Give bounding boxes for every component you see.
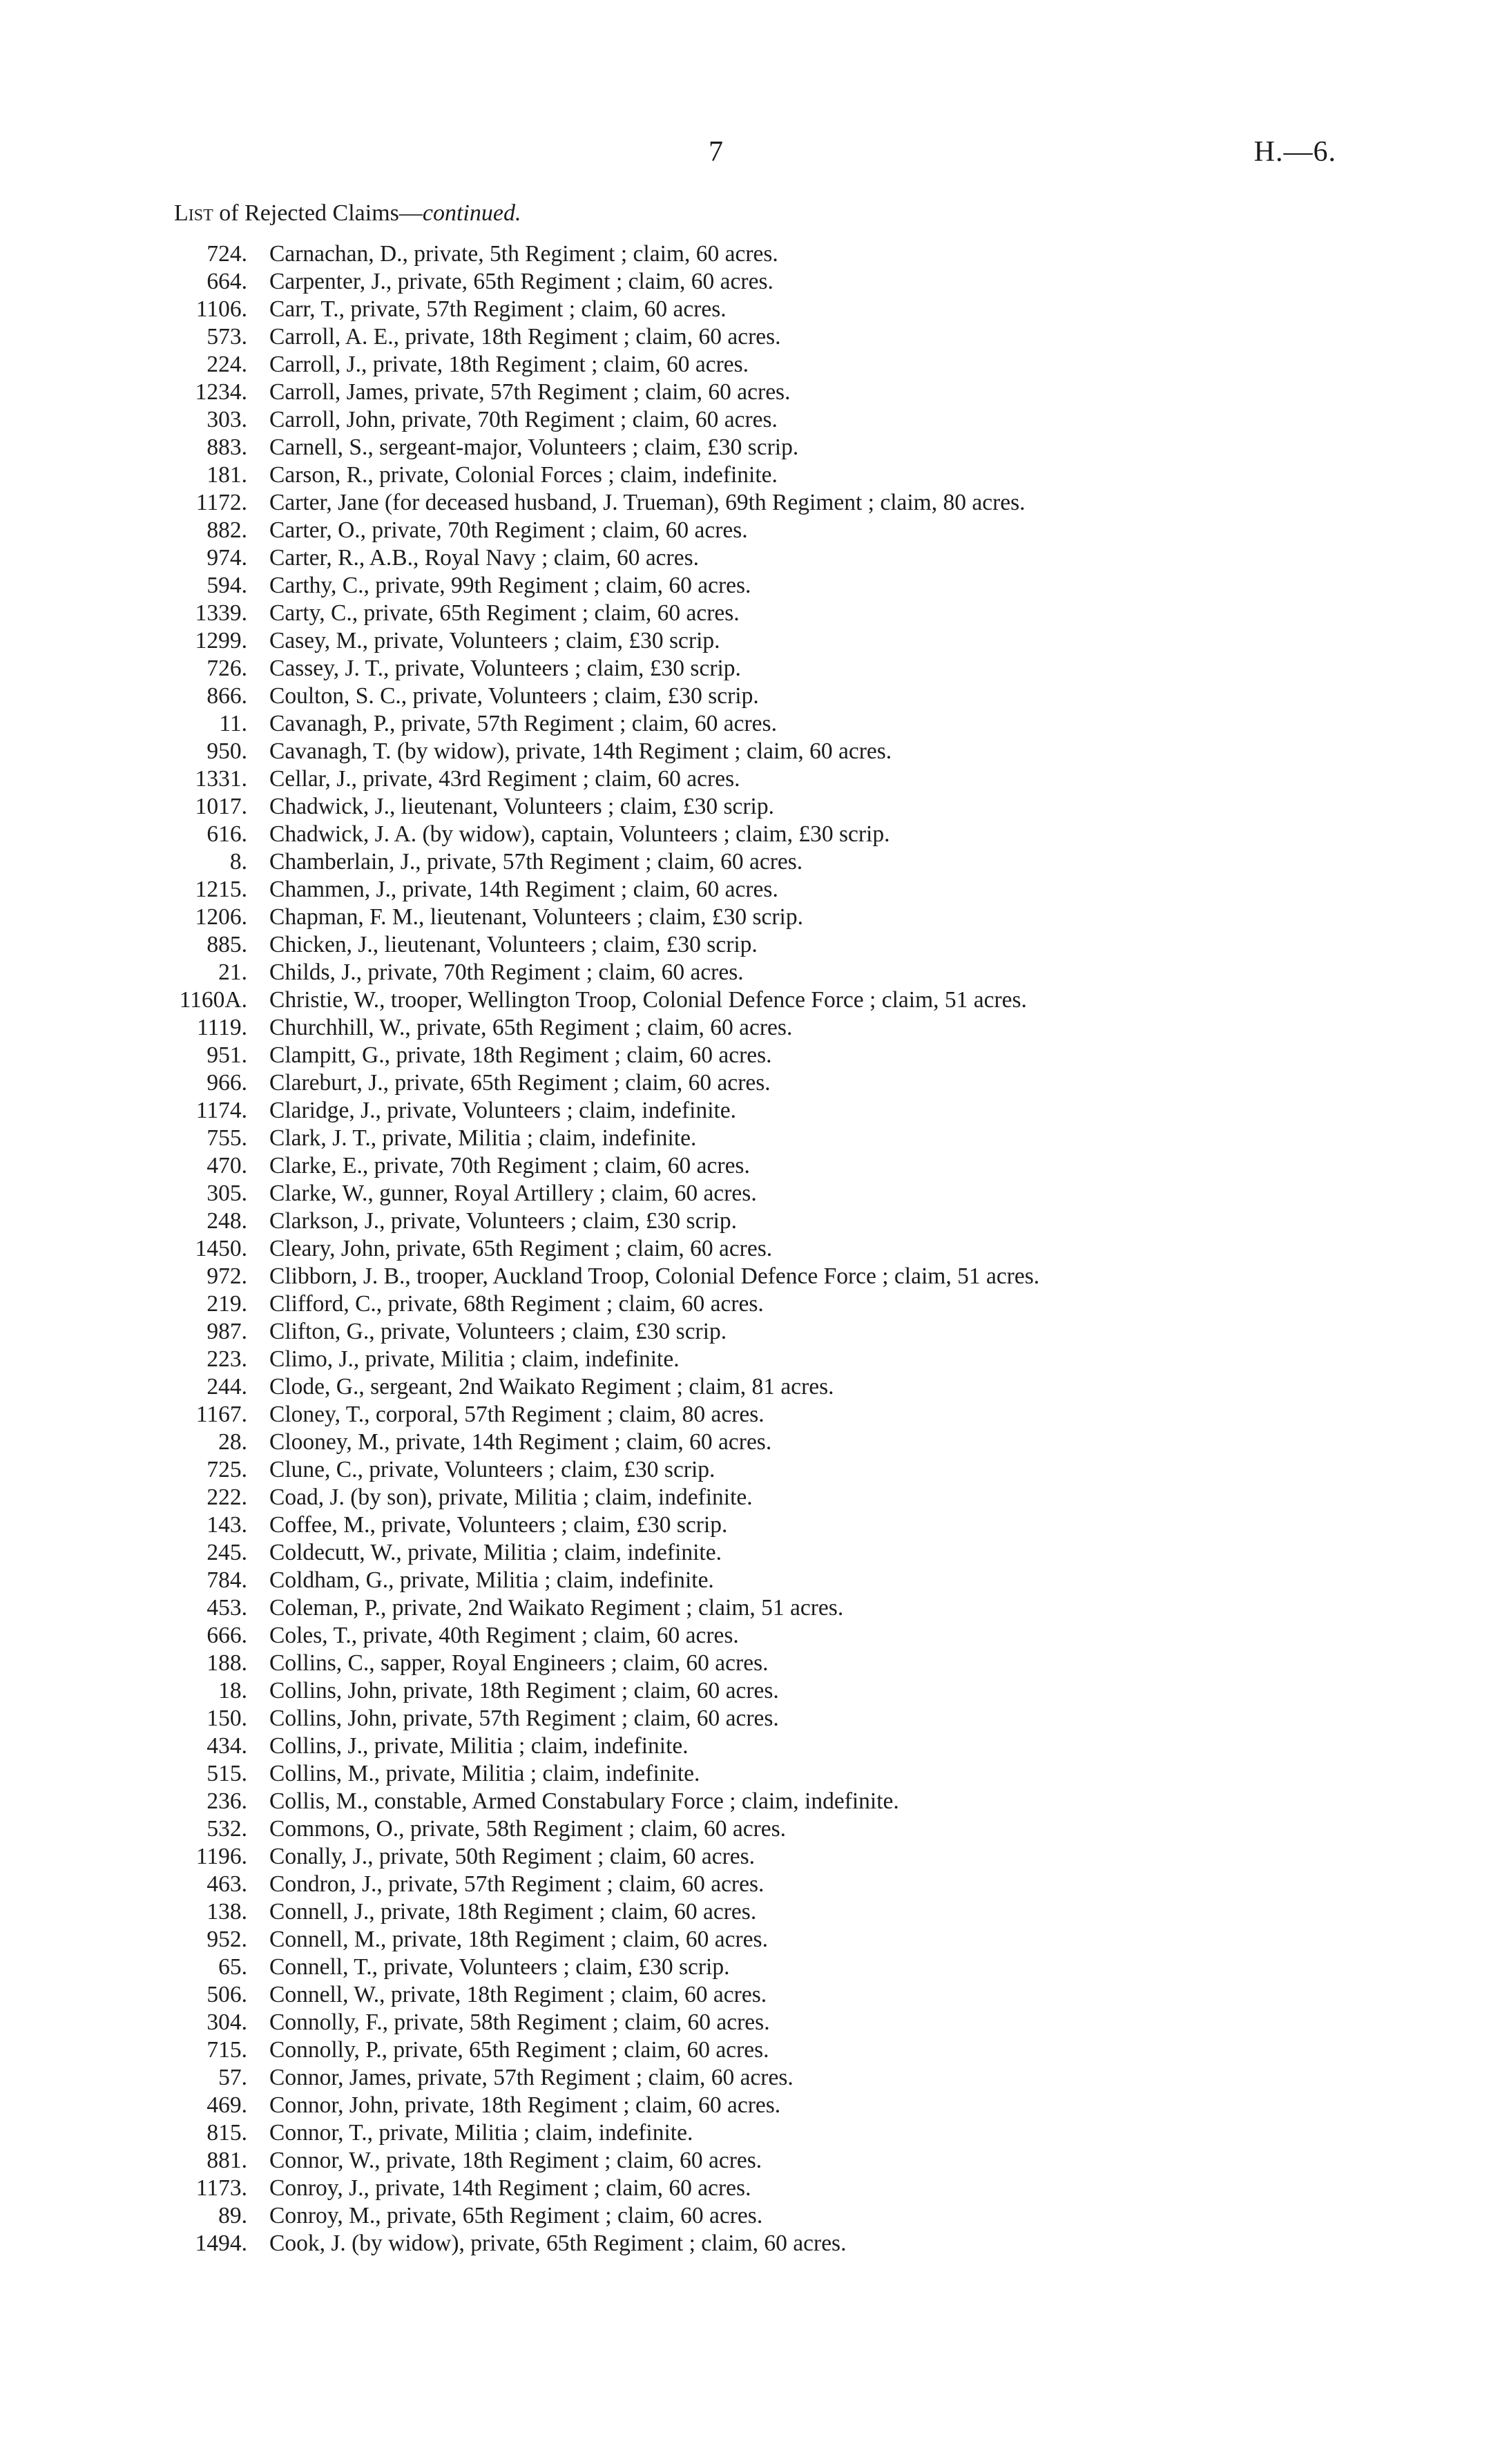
claim-text: Clifford, C., private, 68th Regiment ; claim, 60 acres. (269, 1291, 764, 1317)
claim-text: Coldham, G., private, Militia ; claim, indefinite. (269, 1567, 714, 1593)
list-item (159, 2064, 1333, 2092)
list-item (159, 2147, 1333, 2175)
list-item (159, 1926, 1333, 1954)
claim-text: Clode, G., sergeant, 2nd Waikato Regiment ; claim, 81 acres. (269, 1374, 834, 1400)
claim-text: Carson, R., private, Colonial Forces ; claim, indefinite. (269, 462, 778, 488)
claim-number: 1160A. (179, 987, 247, 1013)
claim-text: Connell, W., private, 18th Regiment ; claim, 60 acres. (269, 1982, 767, 2007)
claim-number: 951. (206, 1042, 247, 1068)
claim-text: Collis, M., constable, Armed Constabulary Force ; claim, indefinite. (269, 1788, 899, 1814)
list-item (159, 1401, 1333, 1429)
claim-number: 952. (206, 1927, 247, 1952)
page-number: 7 (709, 136, 723, 168)
list-item (159, 1732, 1333, 1760)
claim-number: 188. (206, 1650, 247, 1676)
claim-text: Coldecutt, W., private, Militia ; claim, indefinite. (269, 1540, 722, 1565)
claim-text: Coles, T., private, 40th Regiment ; claim, 60 acres. (269, 1623, 739, 1648)
list-item (159, 1014, 1333, 1042)
claim-number: 248. (206, 1208, 247, 1234)
list-item (159, 1539, 1333, 1567)
list-item (159, 1069, 1333, 1097)
list-item (159, 1346, 1333, 1373)
claim-text: Clooney, M., private, 14th Regiment ; claim, 60 acres. (269, 1429, 772, 1455)
list-item (159, 1622, 1333, 1650)
claim-text: Carnachan, D., private, 5th Regiment ; claim, 60 acres. (269, 241, 778, 267)
list-item (159, 655, 1333, 682)
heading-prefix: List (174, 200, 213, 226)
claim-number: 715. (206, 2037, 247, 2063)
document-reference: H.—6. (1253, 136, 1336, 168)
claim-number: 470. (206, 1153, 247, 1178)
claim-text: Churchhill, W., private, 65th Regiment ; claim, 60 acres. (269, 1015, 793, 1040)
claim-number: 1299. (195, 628, 247, 653)
list-item (159, 1954, 1333, 1981)
claim-text: Casey, M., private, Volunteers ; claim, £30 scrip. (269, 628, 720, 653)
list-item (159, 1898, 1333, 1926)
claim-text: Clibborn, J. B., trooper, Auckland Troop, Colonial Defence Force ; claim, 51 acres. (269, 1263, 1040, 1289)
claim-number: 1450. (195, 1236, 247, 1261)
list-item (159, 406, 1333, 434)
claim-number: 1331. (195, 766, 247, 792)
list-item (159, 1815, 1333, 1843)
list-item (159, 904, 1333, 931)
list-item (159, 1705, 1333, 1732)
list-item (159, 1567, 1333, 1594)
heading-middle: of Rejected Claims— (213, 200, 423, 226)
claim-text: Clarke, E., private, 70th Regiment ; claim, 60 acres. (269, 1153, 750, 1178)
claim-number: 532. (206, 1816, 247, 1842)
list-item (159, 627, 1333, 655)
claim-text: Carr, T., private, 57th Regiment ; claim, 60 acres. (269, 296, 727, 322)
list-item (159, 2230, 1333, 2257)
list-item (159, 1180, 1333, 1207)
claim-number: 222. (206, 1484, 247, 1510)
claim-text: Clifton, G., private, Volunteers ; claim, £30 scrip. (269, 1319, 727, 1344)
claim-text: Cleary, John, private, 65th Regiment ; claim, 60 acres. (269, 1236, 773, 1261)
list-item (159, 1429, 1333, 1456)
claim-number: 181. (206, 462, 247, 488)
claim-number: 506. (206, 1982, 247, 2007)
claim-text: Connell, M., private, 18th Regiment ; claim, 60 acres. (269, 1927, 768, 1952)
list-item (159, 1152, 1333, 1180)
list-item (159, 1290, 1333, 1318)
claim-text: Carter, Jane (for deceased husband, J. Trueman), 69th Regiment ; claim, 80 acres. (269, 490, 1026, 515)
claim-text: Carter, O., private, 70th Regiment ; claim, 60 acres. (269, 517, 748, 543)
claim-text: Conroy, J., private, 14th Regiment ; claim, 60 acres. (269, 2175, 751, 2201)
claim-text: Cavanagh, P., private, 57th Regiment ; claim, 60 acres. (269, 711, 777, 736)
list-item (159, 959, 1333, 986)
list-item (159, 1981, 1333, 2009)
claim-number: 883. (206, 434, 247, 460)
heading-suffix: continued. (422, 200, 521, 226)
list-item (159, 1318, 1333, 1346)
claim-text: Conally, J., private, 50th Regiment ; claim, 60 acres. (269, 1844, 756, 1869)
claim-number: 1106. (195, 296, 247, 322)
claim-text: Coffee, M., private, Volunteers ; claim, £30 scrip. (269, 1512, 728, 1538)
claim-number: 966. (206, 1070, 247, 1096)
list-item (159, 1594, 1333, 1622)
list-item (159, 931, 1333, 959)
claim-number: 784. (206, 1567, 247, 1593)
claim-number: 1206. (195, 904, 247, 930)
claim-text: Commons, O., private, 58th Regiment ; claim, 60 acres. (269, 1816, 787, 1842)
list-item (159, 1788, 1333, 1815)
list-item (159, 986, 1333, 1014)
claim-number: 664. (206, 269, 247, 294)
claim-text: Carnell, S., sergeant-major, Volunteers ; claim, £30 scrip. (269, 434, 799, 460)
list-item (159, 821, 1333, 848)
claim-number: 1339. (195, 600, 247, 626)
list-item (159, 544, 1333, 572)
list-item (159, 682, 1333, 710)
list-item (159, 1235, 1333, 1263)
claim-number: 515. (206, 1761, 247, 1786)
claim-text: Connell, T., private, Volunteers ; claim, £30 scrip. (269, 1954, 730, 1980)
list-item (159, 268, 1333, 296)
claim-text: Clark, J. T., private, Militia ; claim, indefinite. (269, 1125, 697, 1151)
claim-number: 885. (206, 932, 247, 957)
list-item (159, 1677, 1333, 1705)
claim-number: 224. (206, 352, 247, 377)
claim-number: 304. (206, 2009, 247, 2035)
claim-number: 881. (206, 2148, 247, 2173)
claim-number: 974. (206, 545, 247, 571)
claim-text: Cook, J. (by widow), private, 65th Regiment ; claim, 60 acres. (269, 2231, 847, 2256)
claim-number: 28. (218, 1429, 247, 1455)
list-item (159, 765, 1333, 793)
claim-text: Coad, J. (by son), private, Militia ; claim, indefinite. (269, 1484, 753, 1510)
claim-number: 725. (206, 1457, 247, 1482)
list-item (159, 710, 1333, 738)
claim-number: 21. (218, 959, 247, 985)
claim-number: 666. (206, 1623, 247, 1648)
claim-text: Claridge, J., private, Volunteers ; claim, indefinite. (269, 1098, 737, 1123)
claim-number: 1172. (195, 490, 247, 515)
claim-text: Connolly, P., private, 65th Regiment ; claim, 60 acres. (269, 2037, 769, 2063)
claim-text: Cellar, J., private, 43rd Regiment ; claim, 60 acres. (269, 766, 740, 792)
claim-number: 236. (206, 1788, 247, 1814)
list-item (159, 489, 1333, 517)
claim-number: 1017. (195, 794, 247, 819)
claim-number: 1494. (195, 2231, 247, 2256)
claim-text: Collins, C., sapper, Royal Engineers ; claim, 60 acres. (269, 1650, 769, 1676)
list-item (159, 848, 1333, 876)
claim-text: Chadwick, J., lieutenant, Volunteers ; claim, £30 scrip. (269, 794, 774, 819)
claim-number: 1174. (195, 1098, 247, 1123)
claim-number: 245. (206, 1540, 247, 1565)
claim-text: Christie, W., trooper, Wellington Troop, Colonial Defence Force ; claim, 51 acres. (269, 987, 1027, 1013)
claim-text: Chamberlain, J., private, 57th Regiment ; claim, 60 acres. (269, 849, 803, 875)
claim-text: Carroll, J., private, 18th Regiment ; claim, 60 acres. (269, 352, 749, 377)
claim-text: Coulton, S. C., private, Volunteers ; claim, £30 scrip. (269, 683, 759, 709)
claim-number: 987. (206, 1319, 247, 1344)
claim-number: 89. (218, 2203, 247, 2228)
claim-text: Clareburt, J., private, 65th Regiment ; claim, 60 acres. (269, 1070, 771, 1096)
list-item (159, 1125, 1333, 1152)
claim-number: 244. (206, 1374, 247, 1400)
rejected-claims-list (159, 240, 1333, 2257)
claim-number: 882. (206, 517, 247, 543)
list-item (159, 600, 1333, 627)
list-item (159, 2036, 1333, 2064)
claim-text: Carroll, John, private, 70th Regiment ; claim, 60 acres. (269, 407, 778, 432)
list-item (159, 572, 1333, 600)
claim-text: Cassey, J. T., private, Volunteers ; claim, £30 scrip. (269, 656, 741, 681)
claim-text: Connor, John, private, 18th Regiment ; claim, 60 acres. (269, 2092, 781, 2118)
list-item (159, 1871, 1333, 1898)
claim-text: Conroy, M., private, 65th Regiment ; claim, 60 acres. (269, 2203, 763, 2228)
claim-text: Connolly, F., private, 58th Regiment ; claim, 60 acres. (269, 2009, 770, 2035)
claim-number: 815. (206, 2120, 247, 2146)
claim-number: 305. (206, 1181, 247, 1206)
claim-number: 143. (206, 1512, 247, 1538)
claim-number: 573. (206, 324, 247, 350)
list-item (159, 1456, 1333, 1484)
list-item (159, 1097, 1333, 1125)
list-item (159, 2175, 1333, 2202)
claim-text: Chadwick, J. A. (by widow), captain, Volunteers ; claim, £30 scrip. (269, 821, 890, 847)
claim-text: Coleman, P., private, 2nd Waikato Regiment ; claim, 51 acres. (269, 1595, 844, 1621)
list-item (159, 793, 1333, 821)
claim-number: 219. (206, 1291, 247, 1317)
list-item (159, 1484, 1333, 1511)
claim-text: Climo, J., private, Militia ; claim, indefinite. (269, 1346, 680, 1372)
list-item (159, 461, 1333, 489)
claim-number: 1173. (195, 2175, 247, 2201)
claim-number: 138. (206, 1899, 247, 1925)
list-heading (174, 200, 521, 227)
list-item (159, 2202, 1333, 2230)
list-item (159, 1042, 1333, 1069)
claim-text: Childs, J., private, 70th Regiment ; claim, 60 acres. (269, 959, 744, 985)
list-item (159, 379, 1333, 406)
claim-number: 57. (218, 2065, 247, 2090)
list-item (159, 1760, 1333, 1788)
claim-text: Chammen, J., private, 14th Regiment ; claim, 60 acres. (269, 877, 778, 902)
claim-text: Collins, J., private, Militia ; claim, indefinite. (269, 1733, 689, 1759)
list-item (159, 2009, 1333, 2036)
list-item (159, 1511, 1333, 1539)
claim-text: Connell, J., private, 18th Regiment ; claim, 60 acres. (269, 1899, 757, 1925)
claim-number: 303. (206, 407, 247, 432)
claim-text: Connor, T., private, Militia ; claim, indefinite. (269, 2120, 693, 2146)
list-item (159, 876, 1333, 904)
claim-number: 594. (206, 573, 247, 598)
claim-number: 463. (206, 1871, 247, 1897)
list-item (159, 351, 1333, 379)
claim-number: 1167. (195, 1402, 247, 1427)
list-item (159, 2092, 1333, 2119)
claim-number: 972. (206, 1263, 247, 1289)
claim-number: 469. (206, 2092, 247, 2118)
claim-number: 724. (206, 241, 247, 267)
claim-number: 18. (218, 1678, 247, 1703)
claim-text: Cavanagh, T. (by widow), private, 14th Regiment ; claim, 60 acres. (269, 738, 892, 764)
claim-number: 1215. (195, 877, 247, 902)
list-item (159, 1650, 1333, 1677)
list-item (159, 296, 1333, 323)
claim-number: 434. (206, 1733, 247, 1759)
claim-text: Clarkson, J., private, Volunteers ; claim, £30 scrip. (269, 1208, 738, 1234)
claim-number: 223. (206, 1346, 247, 1372)
claim-text: Carter, R., A.B., Royal Navy ; claim, 60 acres. (269, 545, 699, 571)
claim-text: Collins, John, private, 57th Regiment ; claim, 60 acres. (269, 1706, 779, 1731)
list-item (159, 1373, 1333, 1401)
claim-number: 1234. (195, 379, 247, 405)
claim-number: 866. (206, 683, 247, 709)
claim-text: Carroll, A. E., private, 18th Regiment ; claim, 60 acres. (269, 324, 781, 350)
claim-text: Condron, J., private, 57th Regiment ; claim, 60 acres. (269, 1871, 765, 1897)
claim-text: Carty, C., private, 65th Regiment ; claim, 60 acres. (269, 600, 740, 626)
list-item (159, 1263, 1333, 1290)
list-item (159, 517, 1333, 544)
list-item (159, 240, 1333, 268)
claim-text: Clune, C., private, Volunteers ; claim, £30 scrip. (269, 1457, 715, 1482)
claim-number: 1119. (197, 1015, 247, 1040)
claim-text: Clarke, W., gunner, Royal Artillery ; claim, 60 acres. (269, 1181, 757, 1206)
claim-number: 8. (229, 849, 247, 875)
claim-text: Carroll, James, private, 57th Regiment ; claim, 60 acres. (269, 379, 791, 405)
claim-number: 453. (206, 1595, 247, 1621)
claim-text: Connor, W., private, 18th Regiment ; claim, 60 acres. (269, 2148, 762, 2173)
claim-text: Clampitt, G., private, 18th Regiment ; claim, 60 acres. (269, 1042, 772, 1068)
claim-text: Collins, M., private, Militia ; claim, indefinite. (269, 1761, 700, 1786)
claim-number: 1196. (195, 1844, 247, 1869)
claim-number: 65. (218, 1954, 247, 1980)
list-item (159, 434, 1333, 461)
claim-number: 726. (206, 656, 247, 681)
claim-number: 150. (206, 1706, 247, 1731)
claim-number: 616. (206, 821, 247, 847)
claim-text: Carpenter, J., private, 65th Regiment ; claim, 60 acres. (269, 269, 773, 294)
claim-number: 950. (206, 738, 247, 764)
list-item (159, 1843, 1333, 1871)
claim-text: Cloney, T., corporal, 57th Regiment ; claim, 80 acres. (269, 1402, 765, 1427)
list-item (159, 1207, 1333, 1235)
list-item (159, 323, 1333, 351)
list-item (159, 2119, 1333, 2147)
claim-text: Chicken, J., lieutenant, Volunteers ; claim, £30 scrip. (269, 932, 758, 957)
claim-number: 11. (219, 711, 247, 736)
list-item (159, 738, 1333, 765)
claim-number: 755. (206, 1125, 247, 1151)
claim-text: Collins, John, private, 18th Regiment ; claim, 60 acres. (269, 1678, 779, 1703)
claim-text: Carthy, C., private, 99th Regiment ; claim, 60 acres. (269, 573, 751, 598)
claim-text: Connor, James, private, 57th Regiment ; claim, 60 acres. (269, 2065, 794, 2090)
claim-text: Chapman, F. M., lieutenant, Volunteers ; claim, £30 scrip. (269, 904, 803, 930)
